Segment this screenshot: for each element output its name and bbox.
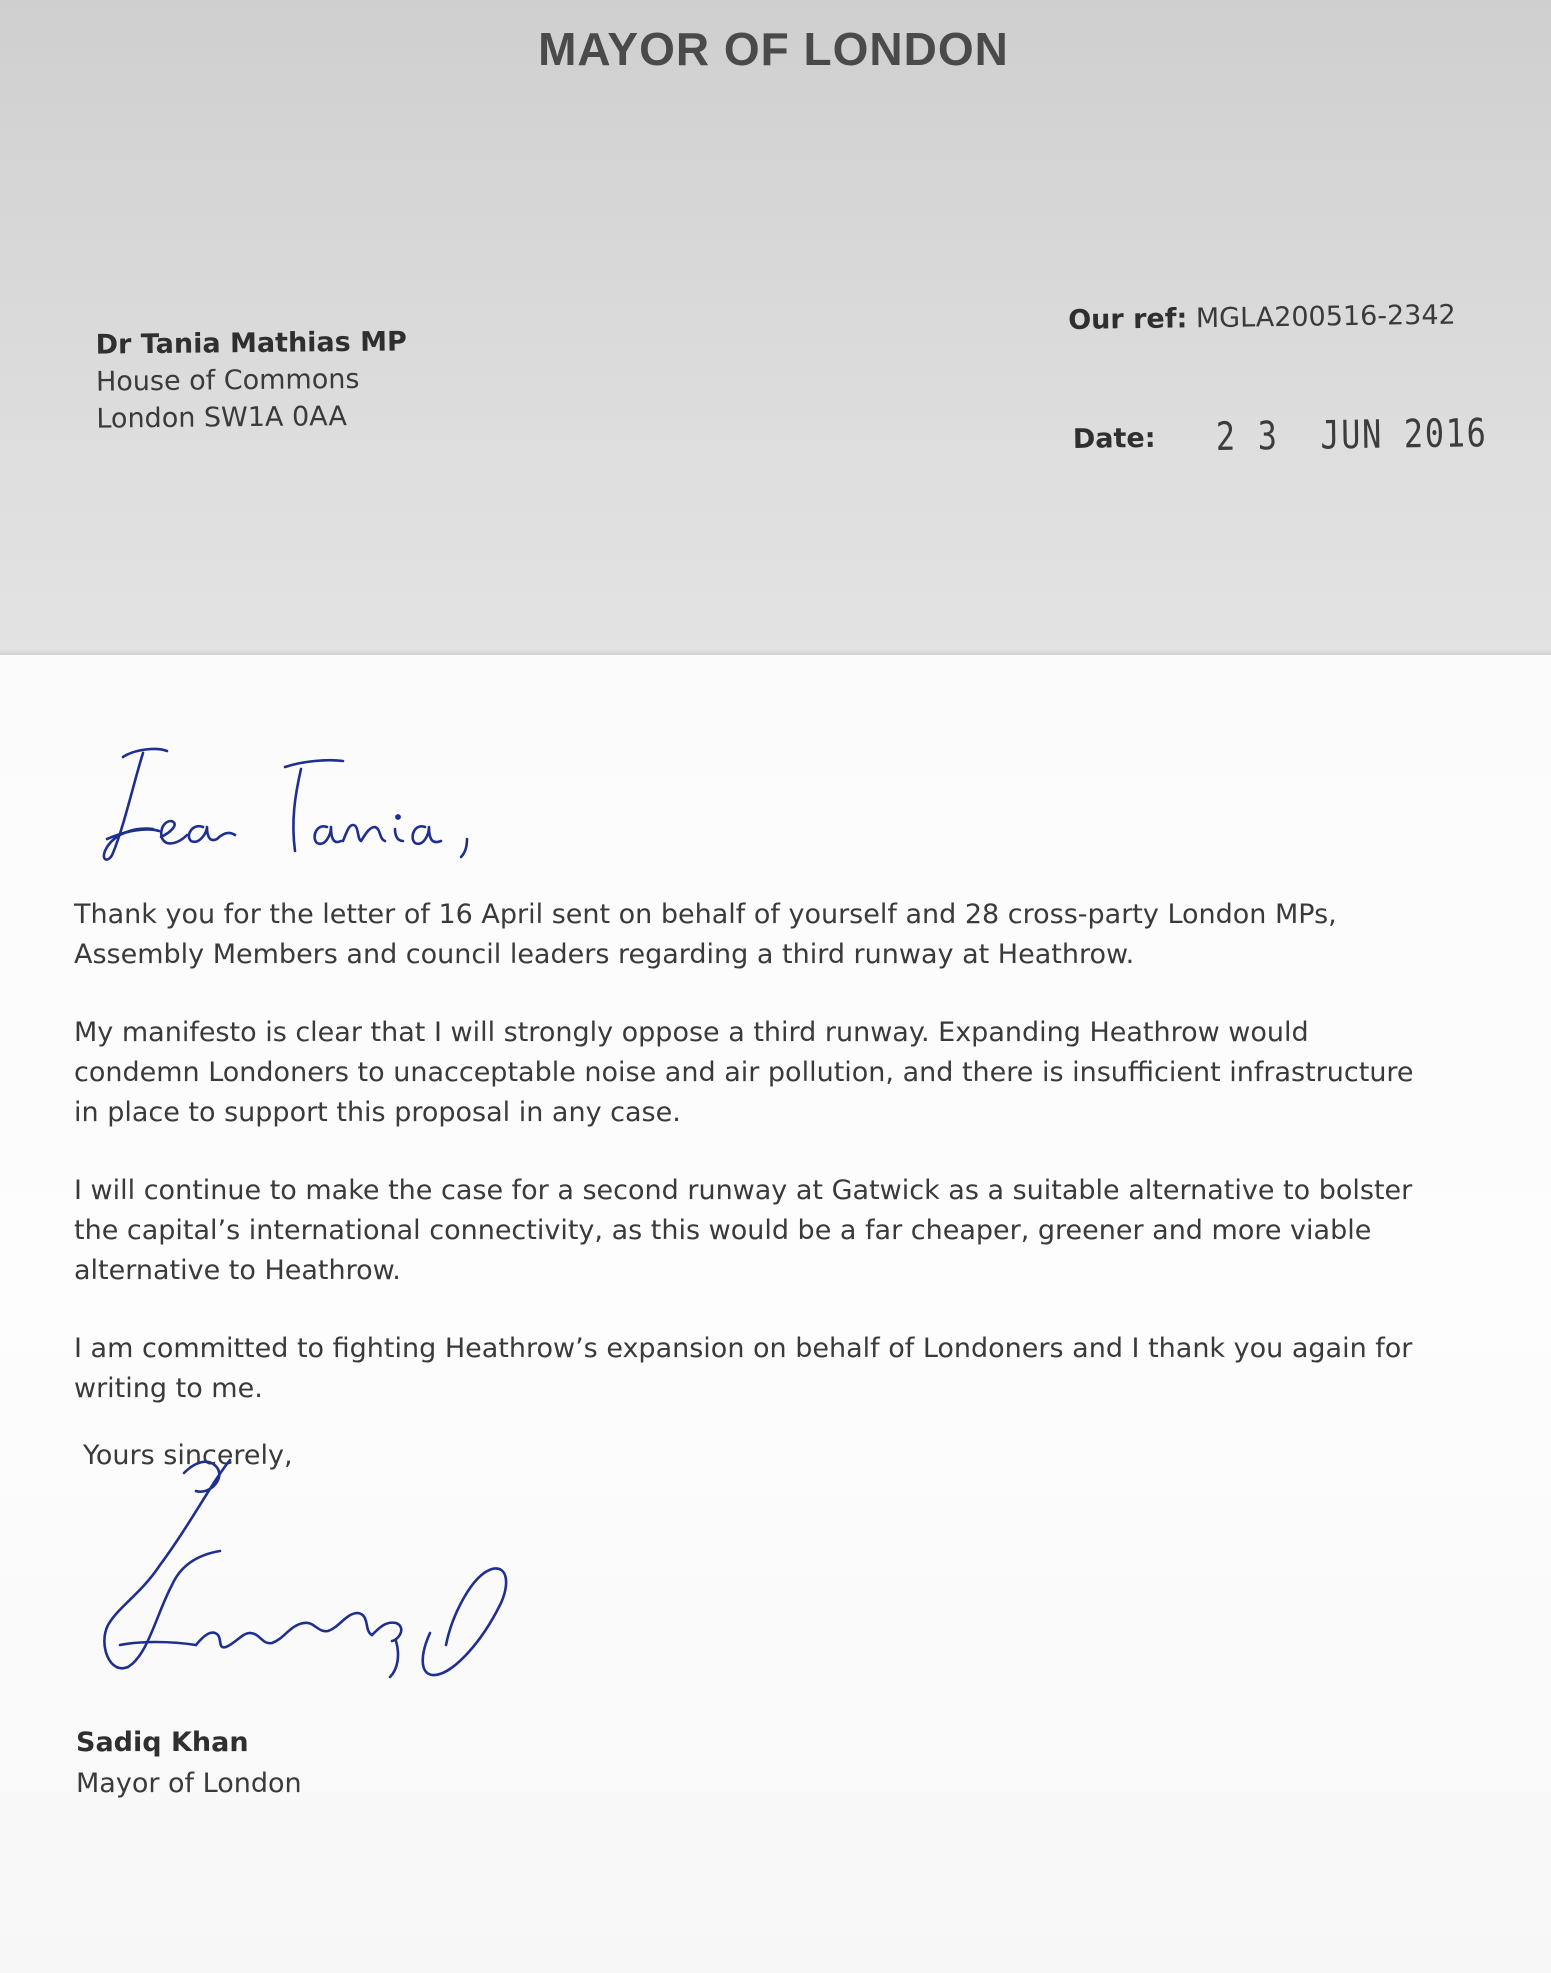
- recipient-address: [95, 323, 407, 437]
- recipient-address-line2: London SW1A 0AA: [96, 401, 348, 435]
- letterhead-title: MAYOR OF LONDON: [538, 23, 1009, 75]
- reference-label: Our ref:: [1068, 303, 1188, 336]
- paragraph-1: Thank you for the letter of 16 April sent on behalf of yourself and 28 cross-party London MPs, Assembly Members and council leaders regarding a third runway at Heathrow.: [74, 899, 1337, 970]
- paragraph-4: I am committed to fighting Heathrow’s expansion on behalf of Londoners and I thank you again for writing to me.: [74, 1333, 1413, 1404]
- signer-block: [76, 1722, 302, 1804]
- reference-value: MGLA200516-2342: [1195, 299, 1456, 335]
- letter-body: [74, 895, 1494, 1447]
- signer-title: Mayor of London: [76, 1768, 302, 1799]
- handwritten-signature: [100, 1455, 530, 1715]
- date-line: [1073, 410, 1548, 462]
- paragraph-2: My manifesto is clear that I will strongly oppose a third runway. Expanding Heathrow would condemn Londoners to unacceptable noise and air pollution, and there is insufficient infrastructure in place to support this proposal in any case.: [74, 1017, 1414, 1128]
- handwritten-salutation: [95, 735, 515, 875]
- signer-name: Sadiq Khan: [76, 1727, 249, 1758]
- recipient-address-line1: House of Commons: [95, 363, 360, 398]
- paragraph-3: I will continue to make the case for a second runway at Gatwick as a suitable alternative to bolster the capital’s international connectivity, as this would be a far cheaper, greener and more viable alternative to Heathrow.: [74, 1175, 1413, 1286]
- reference-line: [1068, 300, 1456, 336]
- closing-line: Yours sincerely,: [83, 1440, 293, 1471]
- date-stamp: 2 3 JUN 2016: [1215, 411, 1489, 460]
- recipient-name: Dr Tania Mathias MP: [95, 326, 407, 361]
- date-label: Date:: [1072, 422, 1156, 455]
